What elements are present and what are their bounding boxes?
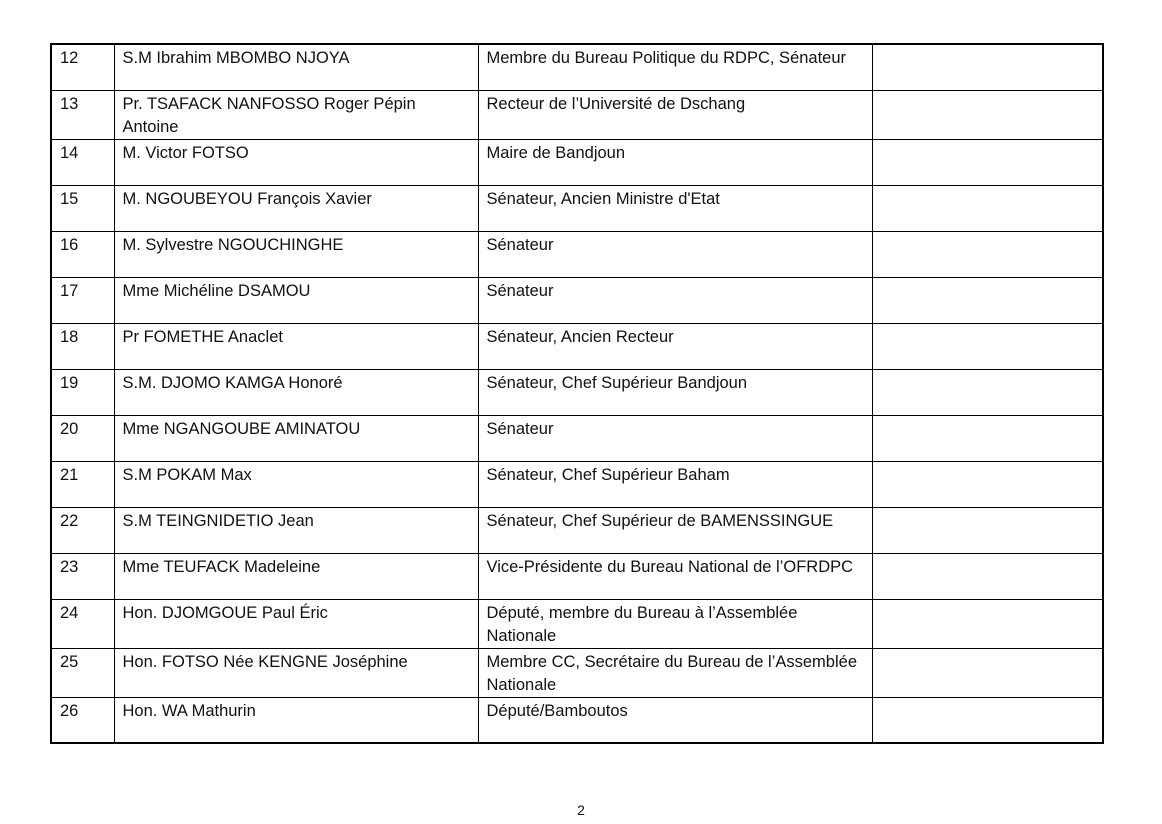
empty-cell: [872, 277, 1103, 323]
member-name: S.M. DJOMO KAMGA Honoré: [114, 369, 478, 415]
table-row: [51, 139, 1103, 185]
table-row: [51, 90, 1103, 139]
empty-cell: [872, 553, 1103, 599]
member-name: Mme TEUFACK Madeleine: [114, 553, 478, 599]
table-row: [51, 323, 1103, 369]
row-number: 13: [51, 90, 114, 139]
member-role: Recteur de l’Université de Dschang: [478, 90, 872, 139]
member-name: Mme NGANGOUBE AMINATOU: [114, 415, 478, 461]
empty-cell: [872, 90, 1103, 139]
empty-cell: [872, 44, 1103, 90]
member-role: Député/Bamboutos: [478, 697, 872, 743]
empty-cell: [872, 369, 1103, 415]
row-number: 26: [51, 697, 114, 743]
table-row: [51, 697, 1103, 743]
member-role: Sénateur: [478, 277, 872, 323]
member-name: Mme Michéline DSAMOU: [114, 277, 478, 323]
empty-cell: [872, 415, 1103, 461]
table-row: [51, 599, 1103, 648]
member-name: M. Victor FOTSO: [114, 139, 478, 185]
member-name: M. Sylvestre NGOUCHINGHE: [114, 231, 478, 277]
members-table-body: [51, 44, 1103, 743]
empty-cell: [872, 648, 1103, 697]
member-role: Sénateur: [478, 231, 872, 277]
row-number: 15: [51, 185, 114, 231]
member-role: Membre CC, Secrétaire du Bureau de l’Assemblée Nationale: [478, 648, 872, 697]
table-row: [51, 44, 1103, 90]
member-role: Vice-Présidente du Bureau National de l’OFRDPC: [478, 553, 872, 599]
row-number: 16: [51, 231, 114, 277]
table-row: [51, 185, 1103, 231]
table-row: [51, 277, 1103, 323]
member-role: Membre du Bureau Politique du RDPC, Sénateur: [478, 44, 872, 90]
empty-cell: [872, 697, 1103, 743]
row-number: 19: [51, 369, 114, 415]
member-name: Hon. DJOMGOUE Paul Éric: [114, 599, 478, 648]
member-role: Sénateur, Ancien Recteur: [478, 323, 872, 369]
row-number: 14: [51, 139, 114, 185]
row-number: 18: [51, 323, 114, 369]
table-row: [51, 507, 1103, 553]
empty-cell: [872, 323, 1103, 369]
table-row: [51, 369, 1103, 415]
table-row: [51, 553, 1103, 599]
row-number: 12: [51, 44, 114, 90]
member-name: S.M POKAM Max: [114, 461, 478, 507]
member-role: Sénateur, Chef Supérieur Bandjoun: [478, 369, 872, 415]
page-number: 2: [577, 802, 585, 818]
row-number: 22: [51, 507, 114, 553]
member-role: Sénateur, Chef Supérieur de BAMENSSINGUE: [478, 507, 872, 553]
row-number: 20: [51, 415, 114, 461]
member-role: Député, membre du Bureau à l’Assemblée Nationale: [478, 599, 872, 648]
member-name: S.M Ibrahim MBOMBO NJOYA: [114, 44, 478, 90]
row-number: 25: [51, 648, 114, 697]
row-number: 23: [51, 553, 114, 599]
empty-cell: [872, 599, 1103, 648]
table-row: [51, 415, 1103, 461]
member-name: S.M TEINGNIDETIO Jean: [114, 507, 478, 553]
members-table: [50, 43, 1104, 744]
empty-cell: [872, 185, 1103, 231]
empty-cell: [872, 139, 1103, 185]
member-name: Hon. WA Mathurin: [114, 697, 478, 743]
empty-cell: [872, 507, 1103, 553]
empty-cell: [872, 231, 1103, 277]
empty-cell: [872, 461, 1103, 507]
row-number: 24: [51, 599, 114, 648]
member-role: Maire de Bandjoun: [478, 139, 872, 185]
member-role: Sénateur, Ancien Ministre d'Etat: [478, 185, 872, 231]
table-row: [51, 231, 1103, 277]
member-name: M. NGOUBEYOU François Xavier: [114, 185, 478, 231]
row-number: 21: [51, 461, 114, 507]
table-row: [51, 461, 1103, 507]
member-role: Sénateur, Chef Supérieur Baham: [478, 461, 872, 507]
row-number: 17: [51, 277, 114, 323]
table-row: [51, 648, 1103, 697]
member-name: Pr FOMETHE Anaclet: [114, 323, 478, 369]
member-role: Sénateur: [478, 415, 872, 461]
member-name: Hon. FOTSO Née KENGNE Joséphine: [114, 648, 478, 697]
member-name: Pr. TSAFACK NANFOSSO Roger Pépin Antoine: [114, 90, 478, 139]
